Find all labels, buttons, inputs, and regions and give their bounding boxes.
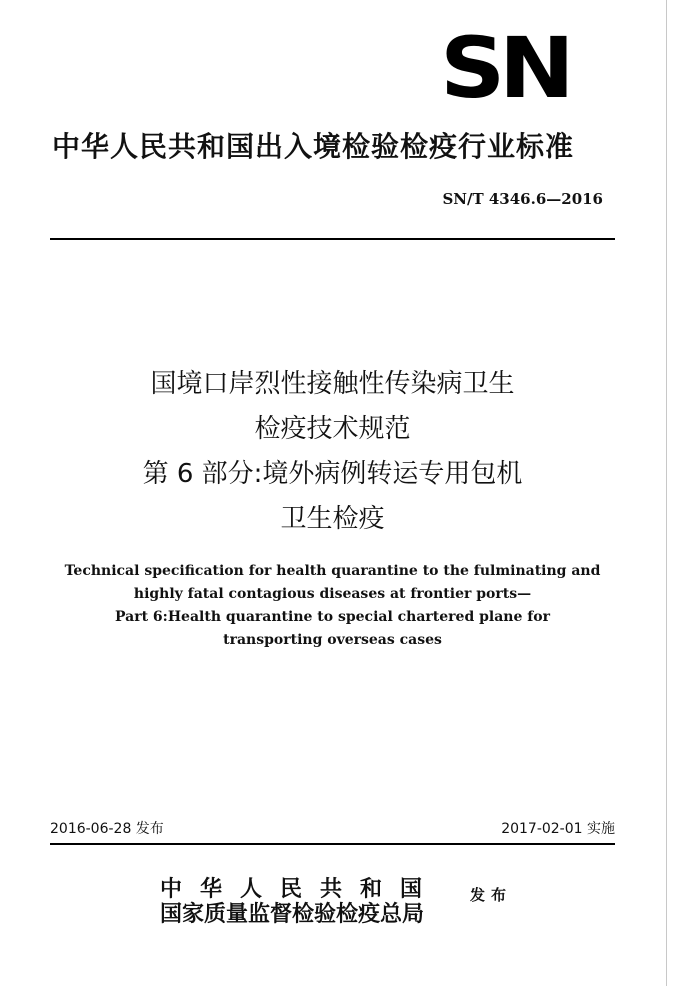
issuer-line-1: 中华人民共和国	[160, 876, 441, 902]
standard-number: SN/T 4346.6—2016	[442, 190, 603, 208]
title-cn-line-4: 卫生检疫	[280, 504, 385, 534]
title-en-line-4: transporting overseas cases	[223, 632, 442, 648]
title-cn-line-3: 第 6 部分:境外病例转运专用包机	[142, 459, 523, 489]
implementation-date: 2017-02-01 实施	[501, 821, 615, 837]
title-en-line-3: Part 6:Health quarantine to special chartered plane for	[114, 609, 550, 625]
page-edge-line	[666, 0, 667, 986]
bottom-divider	[50, 843, 615, 845]
industry-standard-heading: 中华人民共和国出入境检验检疫行业标准	[52, 130, 575, 163]
title-en-line-2: highly fatal contagious diseases at frontier ports—	[133, 586, 532, 602]
top-divider	[50, 238, 615, 240]
sn-logo: SN	[440, 19, 569, 117]
release-label: 发布	[470, 886, 513, 904]
issuer-line-2: 国家质量监督检验检疫总局	[160, 901, 425, 927]
issue-date: 2016-06-28 发布	[50, 821, 164, 837]
title-cn-line-2: 检疫技术规范	[254, 414, 411, 444]
title-cn-line-1: 国境口岸烈性接触性传染病卫生	[150, 369, 515, 399]
title-en-line-1: Technical specification for health quarantine to the fulminating and	[64, 563, 601, 579]
